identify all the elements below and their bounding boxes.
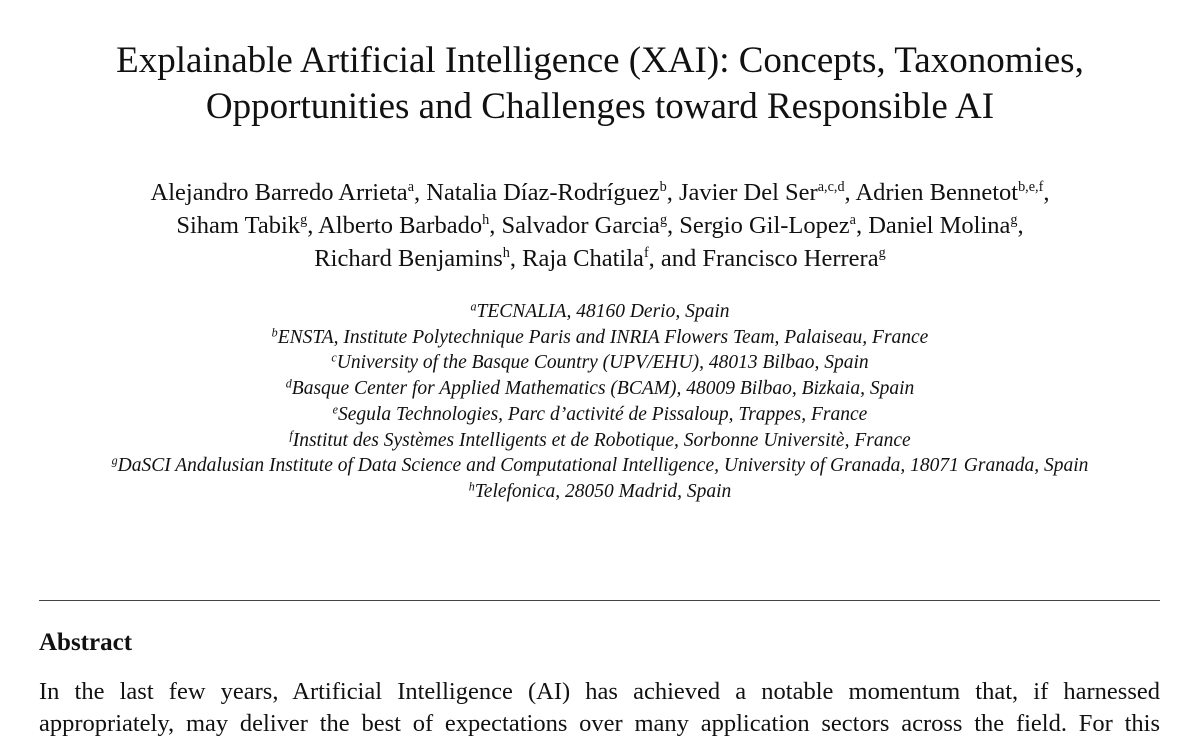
- affiliation-mark: f: [289, 427, 293, 442]
- affiliation-mark: h: [468, 479, 475, 494]
- affiliation-list: [0, 299, 1200, 505]
- affiliation-mark: g: [111, 453, 118, 468]
- author-affiliation-mark: h: [482, 212, 490, 229]
- author-affiliation-mark: f: [643, 245, 649, 262]
- author-line: [0, 176, 1200, 209]
- author-separator: ,: [666, 179, 679, 206]
- affiliation-item: [0, 453, 1200, 479]
- author-separator: ,: [844, 179, 856, 206]
- affiliation-text: Basque Center for Applied Mathematics (BCAM), 48009 Bilbao, Bizkaia, Spain: [291, 378, 915, 400]
- affiliation-mark: a: [470, 299, 477, 314]
- affiliation-mark: e: [332, 402, 339, 417]
- abstract-heading: Abstract: [39, 629, 133, 656]
- author-separator: ,: [1043, 179, 1050, 206]
- author-affiliation-mark: b: [659, 179, 667, 196]
- abstract-line-1: In the last few years, Artificial Intelligence (AI) has achieved a notable momentum that, if harnessed: [39, 678, 1160, 705]
- affiliation-item: [0, 479, 1200, 505]
- affiliation-text: ENSTA, Institute Polytechnique Paris and INRIA Flowers Team, Palaiseau, France: [277, 326, 929, 348]
- author-affiliation-mark: b,e,f: [1018, 179, 1044, 196]
- author-separator: , and: [648, 245, 703, 272]
- author-name: Raja Chatila: [522, 245, 644, 272]
- author-name: Adrien Bennetot: [855, 179, 1019, 206]
- affiliation-mark: d: [285, 376, 292, 391]
- author-separator: ,: [509, 245, 523, 272]
- author-separator: ,: [414, 179, 427, 206]
- author-affiliation-mark: g: [878, 245, 886, 262]
- author-name: Sergio Gil-Lopez: [679, 212, 850, 239]
- affiliation-item: [0, 325, 1200, 351]
- author-affiliation-mark: g: [300, 212, 308, 229]
- affiliation-text: University of the Basque Country (UPV/EHU), 48013 Bilbao, Spain: [336, 352, 869, 374]
- affiliation-text: Segula Technologies, Parc d’activité de Pissaloup, Trappes, France: [338, 403, 868, 425]
- author-separator: ,: [307, 212, 319, 239]
- affiliation-mark: c: [331, 350, 337, 365]
- author-affiliation-mark: a: [849, 212, 856, 229]
- title-line-1: Explainable Artificial Intelligence (XAI): Concepts, Taxonomies,: [116, 40, 1084, 81]
- author-list: [0, 176, 1200, 275]
- author-name: Natalia Díaz-Rodríguez: [426, 179, 660, 206]
- author-name: Daniel Molina: [868, 212, 1011, 239]
- affiliation-text: Institut des Systèmes Intelligents et de Robotique, Sorbonne Universitè, France: [292, 429, 911, 451]
- author-name: Alberto Barbado: [318, 212, 483, 239]
- affiliation-text: TECNALIA, 48160 Derio, Spain: [476, 301, 730, 322]
- abstract-text: [39, 676, 1160, 740]
- author-name: Salvador Garcia: [501, 212, 660, 239]
- author-affiliation-mark: a: [407, 179, 414, 196]
- author-line: [0, 242, 1200, 275]
- author-name: Francisco Herrera: [702, 245, 879, 272]
- paper-title: [0, 38, 1200, 130]
- affiliation-item: [0, 402, 1200, 428]
- author-name: Alejandro Barredo Arrieta: [150, 179, 408, 206]
- affiliation-mark: b: [271, 325, 278, 340]
- author-name: Siham Tabik: [176, 212, 301, 239]
- affiliation-text: DaSCI Andalusian Institute of Data Science and Computational Intelligence, University of Granada, 18071 Granada, Spain: [117, 455, 1089, 477]
- affiliation-item: [0, 350, 1200, 376]
- author-separator: ,: [667, 212, 680, 239]
- author-separator: ,: [1017, 212, 1024, 239]
- author-affiliation-mark: h: [502, 245, 510, 262]
- abstract-line-2: appropriately, may deliver the best of expectations over many application sectors across the field. For this: [39, 710, 1160, 737]
- title-line-2: Opportunities and Challenges toward Responsible AI: [205, 86, 995, 127]
- section-divider: [39, 600, 1160, 601]
- author-separator: ,: [489, 212, 502, 239]
- author-name: Javier Del Ser: [678, 179, 818, 206]
- affiliation-item: [0, 376, 1200, 402]
- author-line: [0, 209, 1200, 242]
- author-affiliation-mark: g: [1010, 212, 1018, 229]
- affiliation-item: [0, 299, 1200, 325]
- author-affiliation-mark: a,c,d: [817, 179, 845, 196]
- affiliation-item: [0, 428, 1200, 454]
- author-affiliation-mark: g: [659, 212, 668, 229]
- author-separator: ,: [855, 212, 869, 239]
- author-name: Richard Benjamins: [314, 245, 503, 272]
- affiliation-text: Telefonica, 28050 Madrid, Spain: [474, 480, 732, 502]
